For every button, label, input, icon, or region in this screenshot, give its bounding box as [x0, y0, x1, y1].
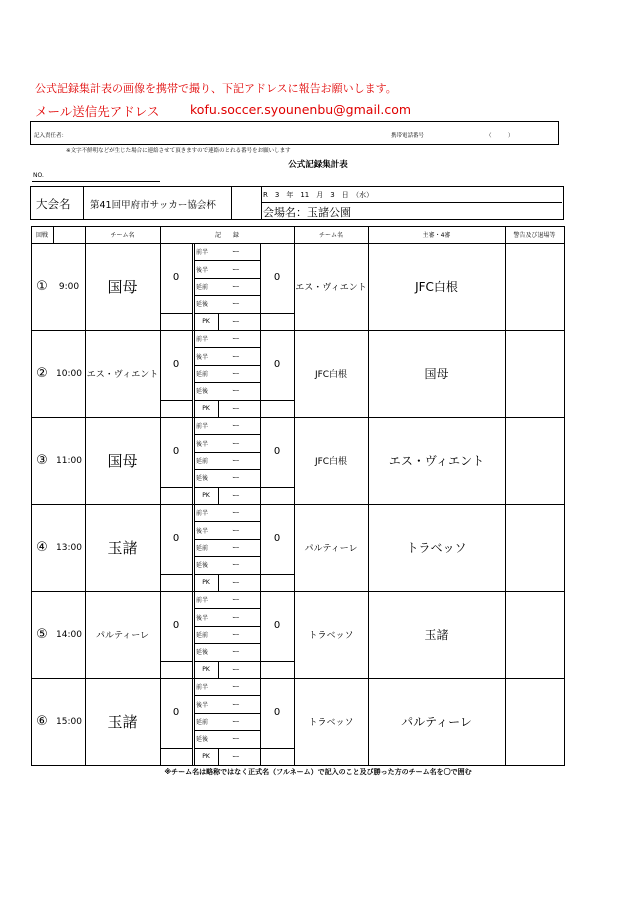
header-col-divider: [294, 226, 295, 243]
period-dash: ー: [232, 699, 240, 709]
period-label: 延前: [196, 370, 209, 378]
pk-rule-right: [260, 748, 294, 749]
period-dash: ー: [232, 595, 240, 605]
match-col-divider: [505, 591, 506, 678]
period-dash: ー: [232, 629, 240, 639]
match-time: 11:00: [56, 455, 82, 466]
match-col-divider: [505, 504, 506, 591]
period-dash: ー: [232, 421, 240, 431]
match-time: 14:00: [56, 629, 82, 640]
team-a-name: 国母: [107, 452, 138, 470]
period-label: 前半: [196, 684, 209, 692]
pk-dash: ー: [232, 751, 240, 761]
header-col-divider: [368, 226, 369, 243]
period-dash: ー: [232, 438, 240, 448]
referee-name: JFC白根: [415, 280, 458, 294]
pk-dash: ー: [232, 490, 240, 500]
period-label: 延後: [196, 301, 209, 309]
period-label: 後半: [196, 701, 209, 709]
period-dash: ー: [232, 682, 240, 692]
match-col-divider: [192, 591, 193, 678]
team-a-score: 0: [172, 707, 180, 719]
phone-parens: （ ）: [486, 133, 514, 139]
pk-rule-left: [160, 400, 192, 401]
header-team-a: チーム名: [110, 232, 135, 239]
pk-dash: ー: [232, 316, 240, 326]
period-label: 後半: [196, 353, 209, 361]
period-label: 前半: [196, 336, 209, 344]
period-dash: ー: [232, 716, 240, 726]
team-b-name: トラベッソ: [308, 631, 354, 641]
match-col-divider: [192, 678, 193, 765]
referee-name: 玉諸: [424, 628, 449, 642]
match-time: 15:00: [56, 716, 82, 727]
header-col-divider: [85, 226, 86, 243]
pk-col-divider: [218, 400, 219, 417]
match-date: R 3 年 11 月 3 日 （水）: [263, 191, 374, 199]
header-team-b: チーム名: [318, 232, 343, 239]
period-dash: ー: [232, 525, 240, 535]
referee-name: パルティーレ: [401, 715, 472, 729]
pk-label: PK: [202, 578, 210, 586]
period-label: 延後: [196, 649, 209, 657]
period-label: 延前: [196, 544, 209, 552]
period-dash: ー: [232, 368, 240, 378]
referee-name: トラベッソ: [406, 541, 467, 555]
footer-note: ※チーム名は略称ではなく正式名（フルネーム）で記入のこと及び勝った方のチーム名を〇で囲む: [164, 768, 472, 776]
period-dash: ー: [232, 473, 240, 483]
referee-name: エス・ヴィエント: [388, 454, 485, 468]
period-dash: ー: [232, 612, 240, 622]
phone-label: 携帯電話番号: [391, 133, 425, 139]
team-a-name: エス・ヴィエント: [86, 370, 159, 380]
mail-address[interactable]: kofu.soccer.syounenbu@gmail.com: [190, 102, 412, 117]
period-label: 後半: [196, 266, 209, 274]
team-a-score: 0: [172, 272, 180, 284]
pk-col-divider: [218, 748, 219, 765]
match-col-divider: [505, 678, 506, 765]
match-col-divider: [192, 417, 193, 504]
period-label: 延後: [196, 562, 209, 570]
pk-rule-right: [260, 400, 294, 401]
pk-rule-right: [260, 661, 294, 662]
period-dash: ー: [232, 351, 240, 361]
pk-col-divider: [218, 661, 219, 678]
team-a-name: パルティーレ: [95, 631, 150, 641]
match-time: 10:00: [56, 368, 82, 379]
match-number: ⑥: [36, 714, 48, 729]
match-number: ③: [36, 453, 48, 468]
header-round: 回戦: [35, 232, 48, 239]
table-border-right: [564, 226, 565, 765]
pk-label: PK: [202, 404, 210, 412]
team-b-score: 0: [273, 707, 281, 719]
team-b-name: エス・ヴィエント: [295, 283, 367, 293]
pk-rule-right: [260, 487, 294, 488]
match-col-divider: [192, 243, 193, 330]
match-col-divider: [505, 417, 506, 504]
match-number: ⑤: [36, 627, 48, 642]
pk-dash: ー: [232, 577, 240, 587]
header-referees: 主審・4審: [422, 232, 451, 239]
period-label: 前半: [196, 597, 209, 605]
pk-rule-left: [160, 313, 192, 314]
team-b-score: 0: [273, 446, 281, 458]
pk-rule-left: [160, 661, 192, 662]
document-title: 公式記録集計表: [288, 160, 348, 170]
period-dash: ー: [232, 334, 240, 344]
pk-dash: ー: [232, 403, 240, 413]
match-number: ②: [36, 366, 48, 381]
team-b-name: JFC白根: [314, 370, 348, 380]
team-b-score: 0: [273, 272, 281, 284]
period-label: 延後: [196, 475, 209, 483]
period-dash: ー: [232, 455, 240, 465]
period-dash: ー: [232, 542, 240, 552]
period-dash: ー: [232, 386, 240, 396]
pk-label: PK: [202, 491, 210, 499]
team-a-name: 国母: [107, 278, 138, 296]
number-label: NO.: [33, 172, 44, 179]
responsible-label: 記入責任者：: [34, 133, 68, 139]
period-label: 延前: [196, 631, 209, 639]
match-col-divider: [505, 330, 506, 417]
pk-label: PK: [202, 752, 210, 760]
period-label: 延前: [196, 283, 209, 291]
period-dash: ー: [232, 299, 240, 309]
team-a-name: 玉諸: [107, 713, 138, 731]
period-label: 後半: [196, 527, 209, 535]
period-label: 延後: [196, 736, 209, 744]
header-col-divider: [160, 226, 161, 243]
pk-dash: ー: [232, 664, 240, 674]
header-col-divider: [53, 226, 54, 243]
pk-rule-left: [160, 748, 192, 749]
period-label: 前半: [196, 510, 209, 518]
tournament-label: 大会名: [36, 197, 71, 211]
instruction-text: 公式記録集計表の画像を携帯で撮り、下記アドレスに報告お願いします。: [35, 82, 397, 95]
pk-rule-left: [160, 574, 192, 575]
match-col-divider: [505, 243, 506, 330]
period-label: 延前: [196, 457, 209, 465]
period-dash: ー: [232, 281, 240, 291]
header-cards: 警告及び退場等: [513, 232, 556, 239]
period-label: 前半: [196, 423, 209, 431]
mail-label: メール送信先アドレス: [35, 104, 160, 119]
team-b-name: JFC白根: [314, 457, 348, 467]
period-label: 後半: [196, 614, 209, 622]
tournament-name: 第41回甲府市サッカー協会杯: [90, 200, 216, 211]
team-b-name: トラベッソ: [308, 718, 354, 728]
header-record: 記 録: [214, 232, 239, 239]
venue-name: 会場名：玉諸公園: [263, 206, 351, 219]
team-b-name: パルティーレ: [304, 544, 358, 554]
team-b-score: 0: [273, 533, 281, 545]
pk-col-divider: [218, 487, 219, 504]
period-dash: ー: [232, 247, 240, 257]
referee-name: 国母: [424, 367, 449, 381]
period-dash: ー: [232, 734, 240, 744]
period-label: 延前: [196, 718, 209, 726]
period-dash: ー: [232, 560, 240, 570]
team-a-score: 0: [172, 533, 180, 545]
match-time: 13:00: [56, 542, 82, 553]
period-dash: ー: [232, 647, 240, 657]
pk-rule-left: [160, 487, 192, 488]
period-dash: ー: [232, 508, 240, 518]
period-label: 前半: [196, 249, 209, 257]
team-a-score: 0: [172, 359, 180, 371]
team-a-name: 玉諸: [107, 539, 138, 557]
pk-label: PK: [202, 317, 210, 325]
match-col-divider: [192, 330, 193, 417]
match-time: 9:00: [58, 281, 80, 292]
header-col-divider: [505, 226, 506, 243]
period-label: 後半: [196, 440, 209, 448]
team-b-score: 0: [273, 620, 281, 632]
pk-label: PK: [202, 665, 210, 673]
legibility-note: ※文字不鮮明などが生じた場合に連絡させて頂きますので連絡のとれる番号をお願いします: [66, 148, 291, 154]
pk-col-divider: [218, 574, 219, 591]
match-number: ④: [36, 540, 48, 555]
match-number: ①: [36, 279, 48, 294]
match-col-divider: [192, 504, 193, 591]
team-a-score: 0: [172, 620, 180, 632]
period-label: 延後: [196, 388, 209, 396]
team-a-score: 0: [172, 446, 180, 458]
pk-rule-right: [260, 574, 294, 575]
pk-col-divider: [218, 313, 219, 330]
pk-rule-right: [260, 313, 294, 314]
team-b-score: 0: [273, 359, 281, 371]
period-dash: ー: [232, 264, 240, 274]
